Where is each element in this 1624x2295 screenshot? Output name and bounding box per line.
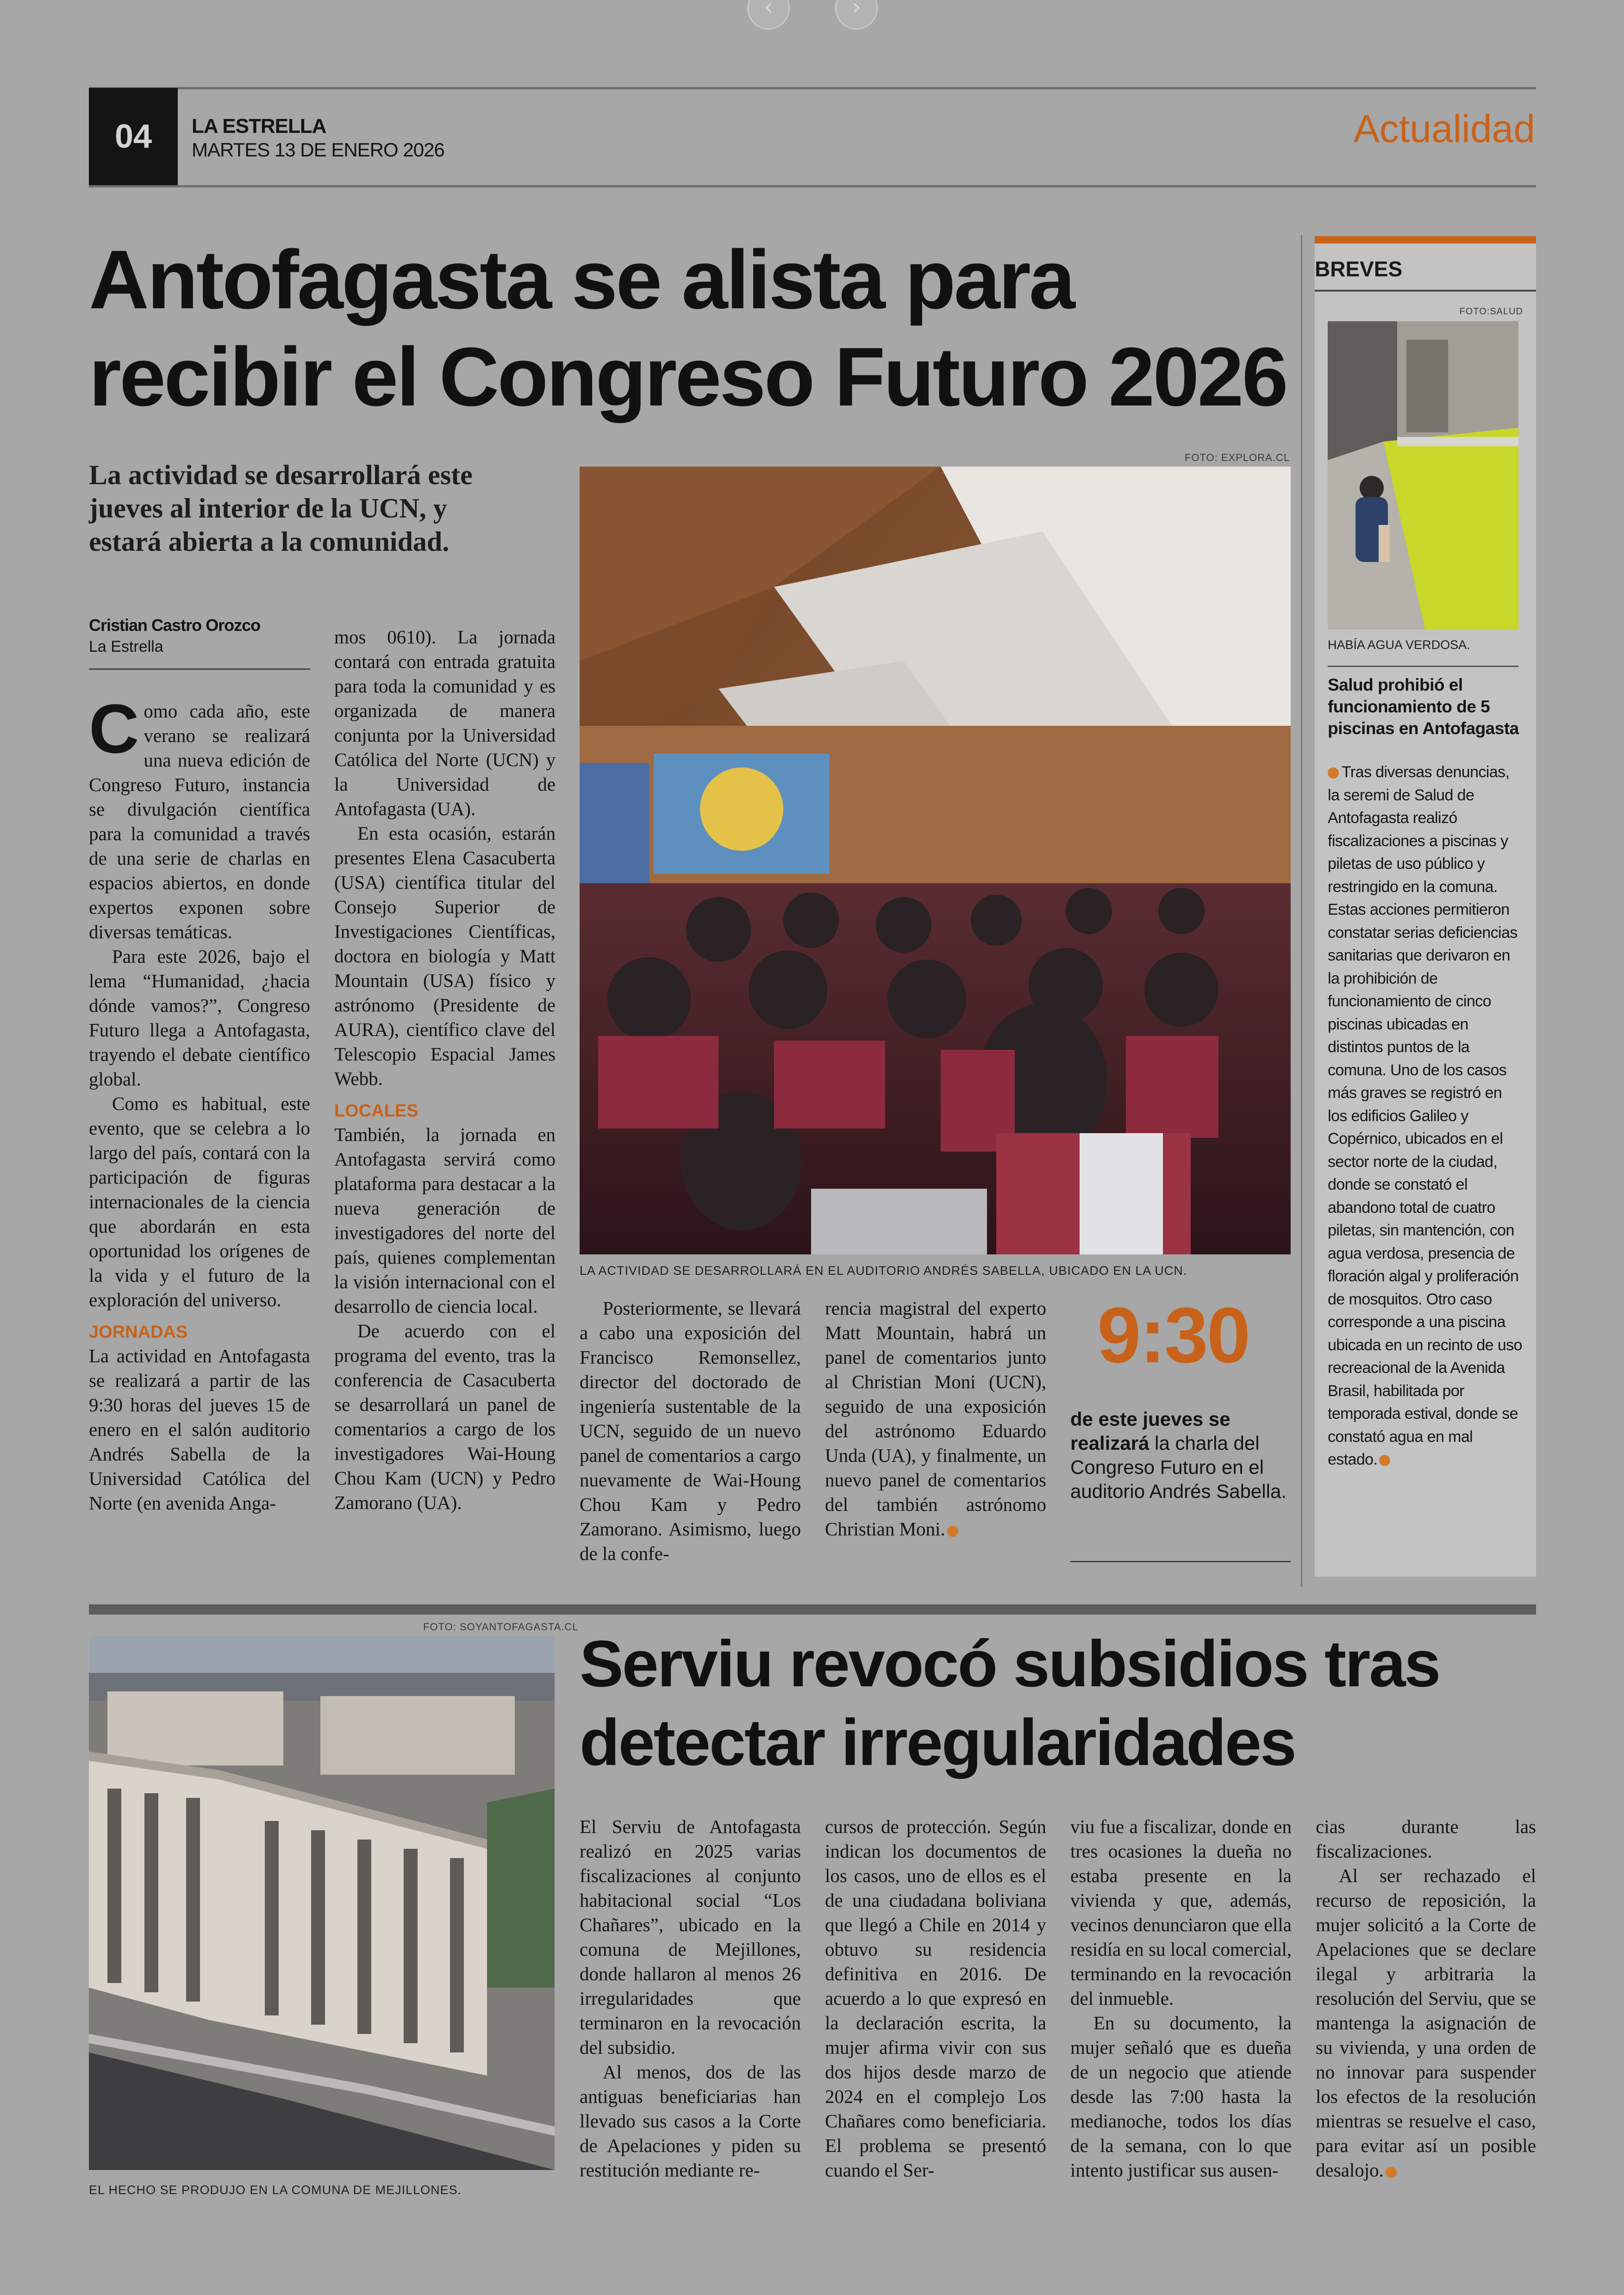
page-number-box [89, 88, 178, 186]
serviu-col3-p1: viu fue a fiscalizar, donde en tres ocasiones la dueña no estaba presente en la vivienda y que, además, vecinos denunciaron que ella residía en su local comercial, terminando en la revocación del inmueble. [1070, 1816, 1292, 2009]
main-column-2 [334, 625, 556, 1515]
serviu-photo-credit: FOTO: SOYANTOFAGASTA.CL [423, 1621, 579, 1633]
main-photo-credit: FOTO: EXPLORA.CL [1184, 452, 1290, 463]
highlight-text [1070, 1407, 1288, 1503]
main-col2-p1: mos 0610). La jornada contará con entrada gratuita para toda la comunidad y es organizada de manera conjunta por la Universidad Católica del Norte (UCN) y la Universidad de Antofagasta (UA). [334, 626, 556, 819]
main-column-3 [580, 1296, 801, 1566]
pool-photo [1328, 321, 1518, 630]
serviu-column-2 [825, 1815, 1046, 2183]
serviu-headline-line1: Serviu revocó subsidios tras [580, 1627, 1440, 1701]
sidebar-divider [1301, 235, 1302, 1587]
breves-heading: BREVES [1315, 257, 1403, 281]
main-col1-p2: Para este 2026, bajo el lema “Humanidad, ¿hacia dónde vamos?”, Congreso Futuro llega a Antofagasta, trayendo el debate científico global. [89, 946, 310, 1090]
locales-subhead: LOCALES [334, 1101, 418, 1121]
main-lead: La actividad se desarrollará este jueves al interior de la UCN, y estará abierta a la comunidad. [89, 460, 473, 557]
main-column-4 [825, 1296, 1046, 1541]
housing-illustration [89, 1636, 555, 2170]
serviu-headline [580, 1625, 1439, 1782]
end-mark-icon [1379, 1455, 1390, 1466]
breves-body-text: Tras diversas denuncias, la seremi de Salud de Antofagasta realizó fiscalizaciones a piscinas y piletas de uso público y restringido en la comuna. Estas acciones permitieron constatar serias deficiencias sanitarias que derivaron en la prohibición de funcionamiento de cinco piscinas ubicadas en distintos puntos de la comuna. Uno de los casos más graves se registró en los edificios Galileo y Copérnico, ubicados en el sector norte de la ciudad, donde se constató el abandono total de cuatro piletas, sin mantención, con agua verdosa, presencia de floración algal y proliferación de mosquitos. Otro caso corresponde a una piscina ubicada en un recinto de uso recreacional de la Avenida Brasil, habilitada por temporada estival, donde se constató agua en mal estado. [1328, 763, 1522, 1468]
author-name: Cristian Castro Orozco [89, 616, 261, 635]
main-col1-p4: La actividad en Antofagasta se realizará a partir de las 9:30 horas del jueves 15 de enero en el salón auditorio Andrés Sabella de la Universidad Católica del Norte (en avenida Anga- [89, 1345, 310, 1514]
main-col2-p4: De acuerdo con el programa del evento, tras la conferencia de Casacuberta se desarrollará un panel de comentarios a cargo de los investigadores Wai-Houng Chou Kam (UCN) y Pedro Zamorano (UA). [334, 1320, 556, 1513]
breves-photo-caption: HABÍA AGUA VERDOSA. [1328, 638, 1470, 652]
main-col1-p3: Como es habitual, este evento, que se celebra a lo largo del país, contará con la participación de figuras internacionales de la ciencia que abordarán en esta oportunidad los orígenes de la vida y el futuro de la exploración del universo. [89, 1093, 310, 1310]
main-column-1 [89, 690, 310, 1515]
main-headline [89, 231, 1287, 426]
section-separator [89, 1604, 1536, 1615]
breves-body [1328, 761, 1523, 1472]
main-col2-p3: También, la jornada en Antofagasta servirá como plataforma para destacar a la nueva generación de investigadores del norte del país, quienes complementan la visión internacional con el desarrollo de ciencia local. [334, 1124, 556, 1317]
housing-photo [89, 1636, 555, 2170]
page-number: 04 [114, 118, 152, 155]
issue-date: MARTES 13 DE ENERO 2026 [192, 139, 444, 161]
breves-heading-rule [1315, 290, 1536, 292]
breves-sidebar [1315, 236, 1536, 1577]
serviu-column-4 [1316, 1815, 1536, 2183]
main-photo-caption: LA ACTIVIDAD SE DESARROLLARÁ EN EL AUDITORIO ANDRÉS SABELLA, UBICADO EN LA UCN. [580, 1264, 1187, 1278]
highlight-bold: de este jueves se realizará [1070, 1408, 1230, 1454]
serviu-headline-line2: detectar irregularidades [580, 1706, 1295, 1779]
dropcap: C [89, 690, 139, 767]
author-rule [89, 668, 310, 670]
bullet-dot-icon [1328, 767, 1339, 779]
header-top-rule [89, 87, 1536, 89]
author-org: La Estrella [89, 638, 163, 655]
serviu-column-3 [1070, 1815, 1292, 2183]
highlight-rest: la charla del Congreso Futuro en el auditorio Andrés Sabella. [1070, 1432, 1287, 1502]
prev-page-button[interactable]: ‹ [747, 0, 790, 30]
main-headline-line2: recibir el Congreso Futuro 2026 [89, 331, 1287, 424]
serviu-col1-p1: El Serviu de Antofagasta realizó en 2025 varias fiscalizaciones al conjunto habitacional social “Los Chañares”, ubicado en la comuna de Mejillones, donde hallaron al menos 26 irregularidades que terminaron en la revocación del subsidio. [580, 1816, 801, 2058]
breves-title: Salud prohibió el funcionamiento de 5 piscinas en Antofagasta [1328, 675, 1519, 738]
header-bottom-rule [89, 185, 1536, 187]
main-col3-p1: Posteriormente, se llevará a cabo una exposición del Francisco Remonsellez, director del doctorado de ingeniería sustentable de la UCN, seguido de un nuevo panel de comentarios a cargo nuevamente de Wai-Houng Chou Kam y Pedro Zamorano. Asimismo, luego de la confe- [580, 1297, 801, 1564]
serviu-photo-caption: EL HECHO SE PRODUJO EN LA COMUNA DE MEJILLONES. [89, 2183, 462, 2197]
next-page-button[interactable]: › [835, 0, 878, 30]
serviu-col4-p1: cias durante las fiscalizaciones. [1316, 1816, 1536, 1862]
pool-illustration [1328, 321, 1518, 630]
serviu-column-1 [580, 1815, 801, 2183]
paper-name: LA ESTRELLA [192, 115, 326, 137]
highlight-time: 9:30 [1097, 1291, 1249, 1379]
main-headline-line1: Antofagasta se alista para [89, 233, 1074, 326]
main-col2-p2: En esta ocasión, estarán presentes Elena Casacuberta (USA) científica titular del Consejo Superior de Investigaciones Científicas, doctora en biología y Matt Mountain (USA) físico y astrónomo (Presidente de AURA), científico clave del Telescopio Espacial James Webb. [334, 823, 556, 1089]
jornadas-subhead: JORNADAS [89, 1322, 188, 1342]
main-col4-p1: rencia magistral del experto Matt Mountain, habrá un panel de comentarios junto al Christian Moni (UCN), seguido de una exposición del astrónomo Eduardo Unda (UA), y finalmente, un nuevo panel de comentarios del también astrónomo Christian Moni. [825, 1297, 1046, 1540]
auditorium-illustration [580, 467, 1291, 1254]
breves-photo-credit: FOTO:SALUD [1459, 306, 1523, 317]
main-col1-p1: omo cada año, este verano se realizará una nueva edición de Congreso Futuro, instancia se divulgación científica para la comunidad a través de una serie de charlas en espacios abiertos, en donde expertos exponen sobre diversas temáticas. [89, 700, 310, 942]
breves-caption-rule [1328, 666, 1518, 667]
serviu-col4-p2: Al ser rechazado el recurso de reposición, la mujer solicitó a la Corte de Apelaciones que se declare ilegal y arbitraria la resolución del Serviu, que se mantenga la asignación de su vivienda, y una orden de no innovar para suspender los efectos de la resolución mientras se resuelve el caso, para evitar así un posible desalojo. [1316, 1865, 1536, 2181]
section-label: Actualidad [1353, 107, 1535, 150]
serviu-col1-p2: Al menos, dos de las antiguas beneficiarias han llevado sus casos a la Corte de Apelaciones y piden su restitución mediante re- [580, 2061, 801, 2181]
serviu-col3-p2: En su documento, la mujer señaló que es dueña de un negocio que atiende desde las 7:00 hasta la medianoche, todos los días de la semana, con lo que intento justificar sus ausen- [1070, 2012, 1292, 2181]
serviu-col2-p1: cursos de protección. Según indican los documentos de los casos, uno de ellos es el de una ciudadana boliviana que llegó a Chile en 2014 y obtuvo su residencia definitiva en 2016. De acuerdo a lo que expresó en la declaración escrita, la mujer afirma vivir con sus dos hijos desde marzo de 2024 en el complejo Los Chañares como beneficiaria. El problema se presentó cuando el Ser- [825, 1816, 1046, 2181]
end-mark-icon [947, 1526, 958, 1537]
auditorium-photo [580, 467, 1291, 1254]
end-mark-icon [1386, 2167, 1397, 2178]
highlight-rule [1070, 1561, 1291, 1562]
